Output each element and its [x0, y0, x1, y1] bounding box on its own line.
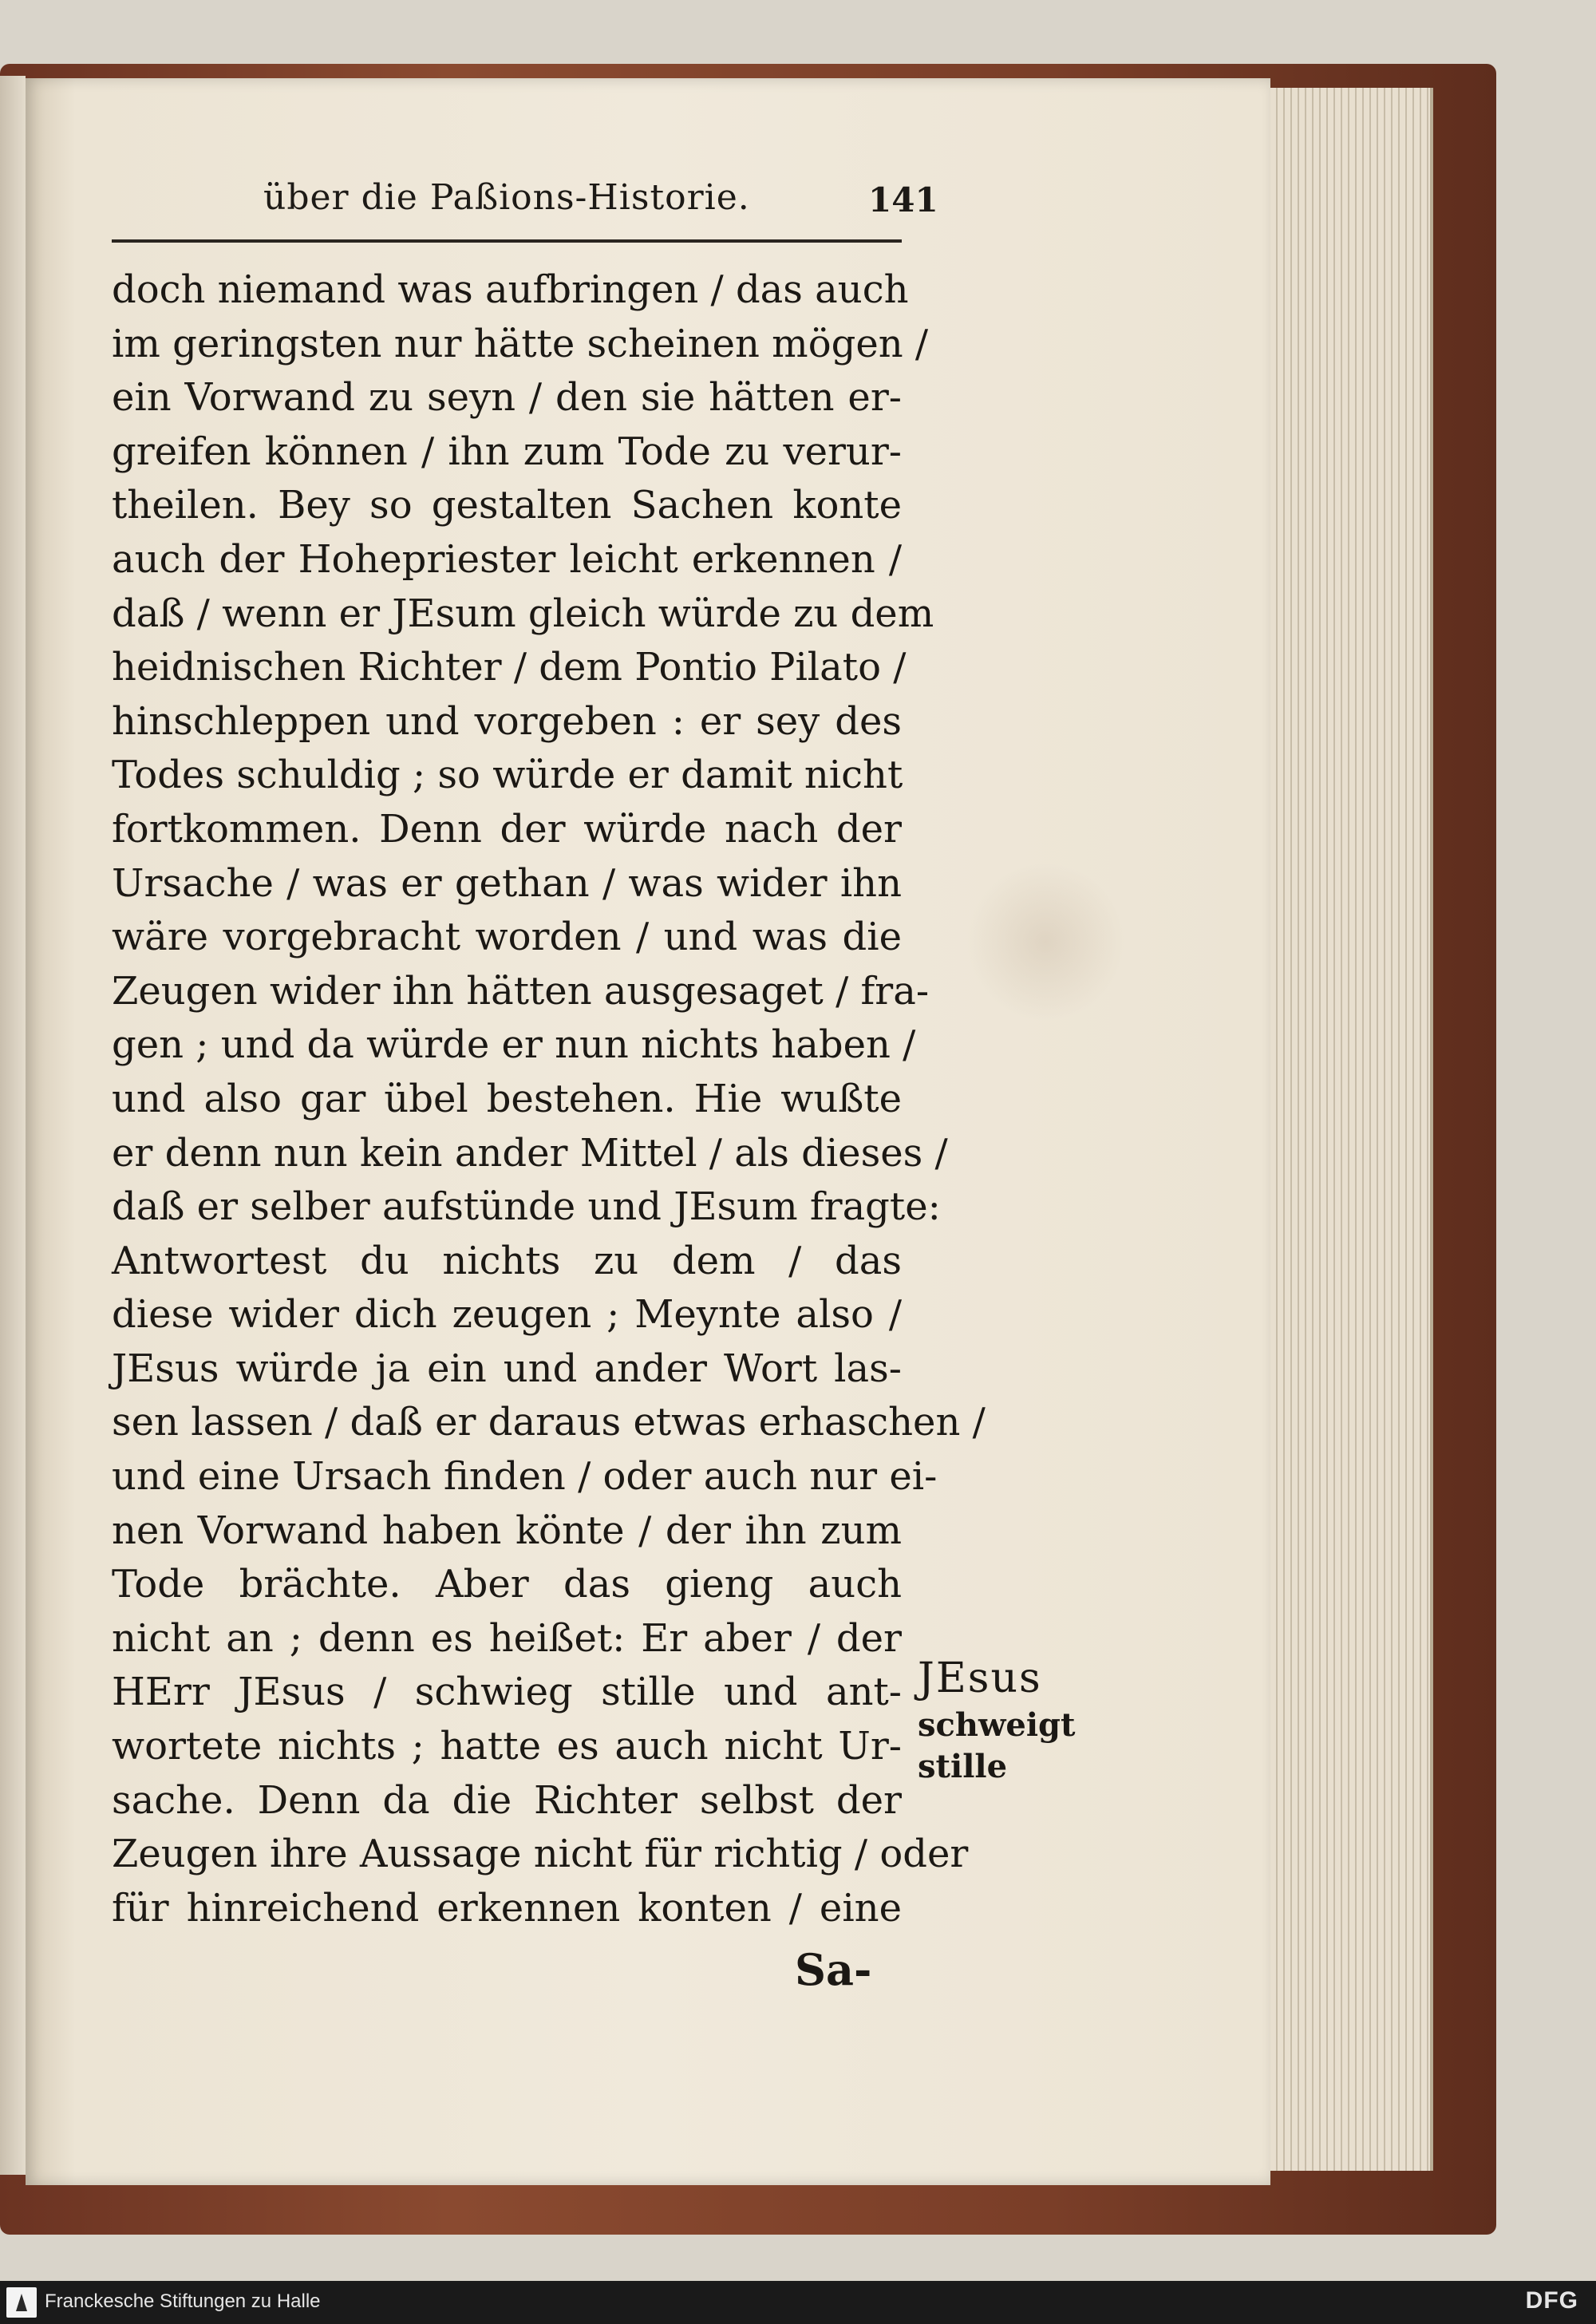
text-line: JEsus würde ja ein und ander Wort las-	[112, 1346, 902, 1391]
body-text	[112, 263, 986, 1935]
text-line: und also gar übel bestehen. Hie wußte	[112, 1076, 902, 1121]
text-line: für hinreichend erkennen konten / eine	[112, 1885, 902, 1931]
institution-logo-icon	[6, 2287, 37, 2318]
text-line: sache. Denn da die Richter selbst der	[112, 1777, 902, 1823]
text-line: HErr JEsus / schwieg stille und ant-	[112, 1670, 902, 1715]
catchword: Sa-	[795, 1944, 872, 1995]
facing-page-edge	[0, 76, 26, 2175]
text-line: und eine Ursach finden / oder auch nur ei-	[112, 1454, 938, 1500]
text-line: im geringsten nur hätte scheinen mögen /	[112, 321, 929, 366]
text-line: wäre vorgebracht worden / und was die	[112, 915, 902, 960]
text-line: er denn nun kein ander Mittel / als dieses /	[112, 1130, 948, 1176]
ink-bleed-stain	[966, 862, 1125, 1022]
text-line: Zeugen wider ihn hätten ausgesaget / fra-	[112, 968, 930, 1014]
text-line: wortete nichts ; hatte es auch nicht Ur-	[112, 1724, 902, 1769]
text-line: daß / wenn er JEsum gleich würde zu dem	[112, 591, 934, 636]
running-head: über die Paßions-Historie.	[263, 177, 750, 218]
text-line: diese wider dich zeugen ; Meynte also /	[112, 1292, 902, 1338]
page-block-edges	[1270, 88, 1433, 2171]
marginal-note-line: schweigt stille	[918, 1706, 1076, 1785]
text-line: Todes schuldig ; so würde er damit nicht	[112, 753, 903, 798]
text-line: greifen können / ihn zum Tode zu verur-	[112, 429, 902, 474]
text-line: fortkommen. Denn der würde nach der	[112, 806, 902, 852]
text-line: Zeugen ihre Aussage nicht für richtig / oder	[112, 1832, 969, 1877]
footer-bar	[0, 2281, 1596, 2324]
header-rule	[112, 239, 902, 243]
text-line: nicht an ; denn es heißet: Er aber / der	[112, 1615, 902, 1661]
text-line: Tode brächte. Aber das gieng auch	[112, 1562, 902, 1607]
text-line: auch der Hohepriester leicht erkennen /	[112, 536, 902, 582]
text-line: ein Vorwand zu seyn / den sie hätten er-	[112, 375, 902, 421]
dfg-logo: DFG	[1525, 2287, 1578, 2314]
text-line: heidnischen Richter / dem Pontio Pilato /	[112, 645, 907, 690]
marginal-note	[918, 1652, 1157, 1785]
text-line: daß er selber aufstünde und JEsum fragte:	[112, 1184, 941, 1230]
text-line: doch niemand was aufbringen / das auch	[112, 267, 909, 312]
marginal-note-line: JEsus	[918, 1654, 1042, 1702]
text-line: Ursache / was er gethan / was wider ihn	[112, 860, 902, 906]
page-number: 141	[868, 180, 938, 219]
text-line: theilen. Bey so gestalten Sachen konte	[112, 483, 902, 528]
text-line: sen lassen / daß er daraus etwas erhaschen /	[112, 1400, 986, 1445]
institution-name: Franckesche Stiftungen zu Halle	[45, 2290, 321, 2312]
text-line: hinschleppen und vorgeben : er sey des	[112, 698, 902, 744]
text-line: nen Vorwand haben könte / der ihn zum	[112, 1508, 902, 1553]
text-line: gen ; und da würde er nun nichts haben /	[112, 1022, 916, 1068]
text-line: Antwortest du nichts zu dem / das	[112, 1238, 902, 1283]
